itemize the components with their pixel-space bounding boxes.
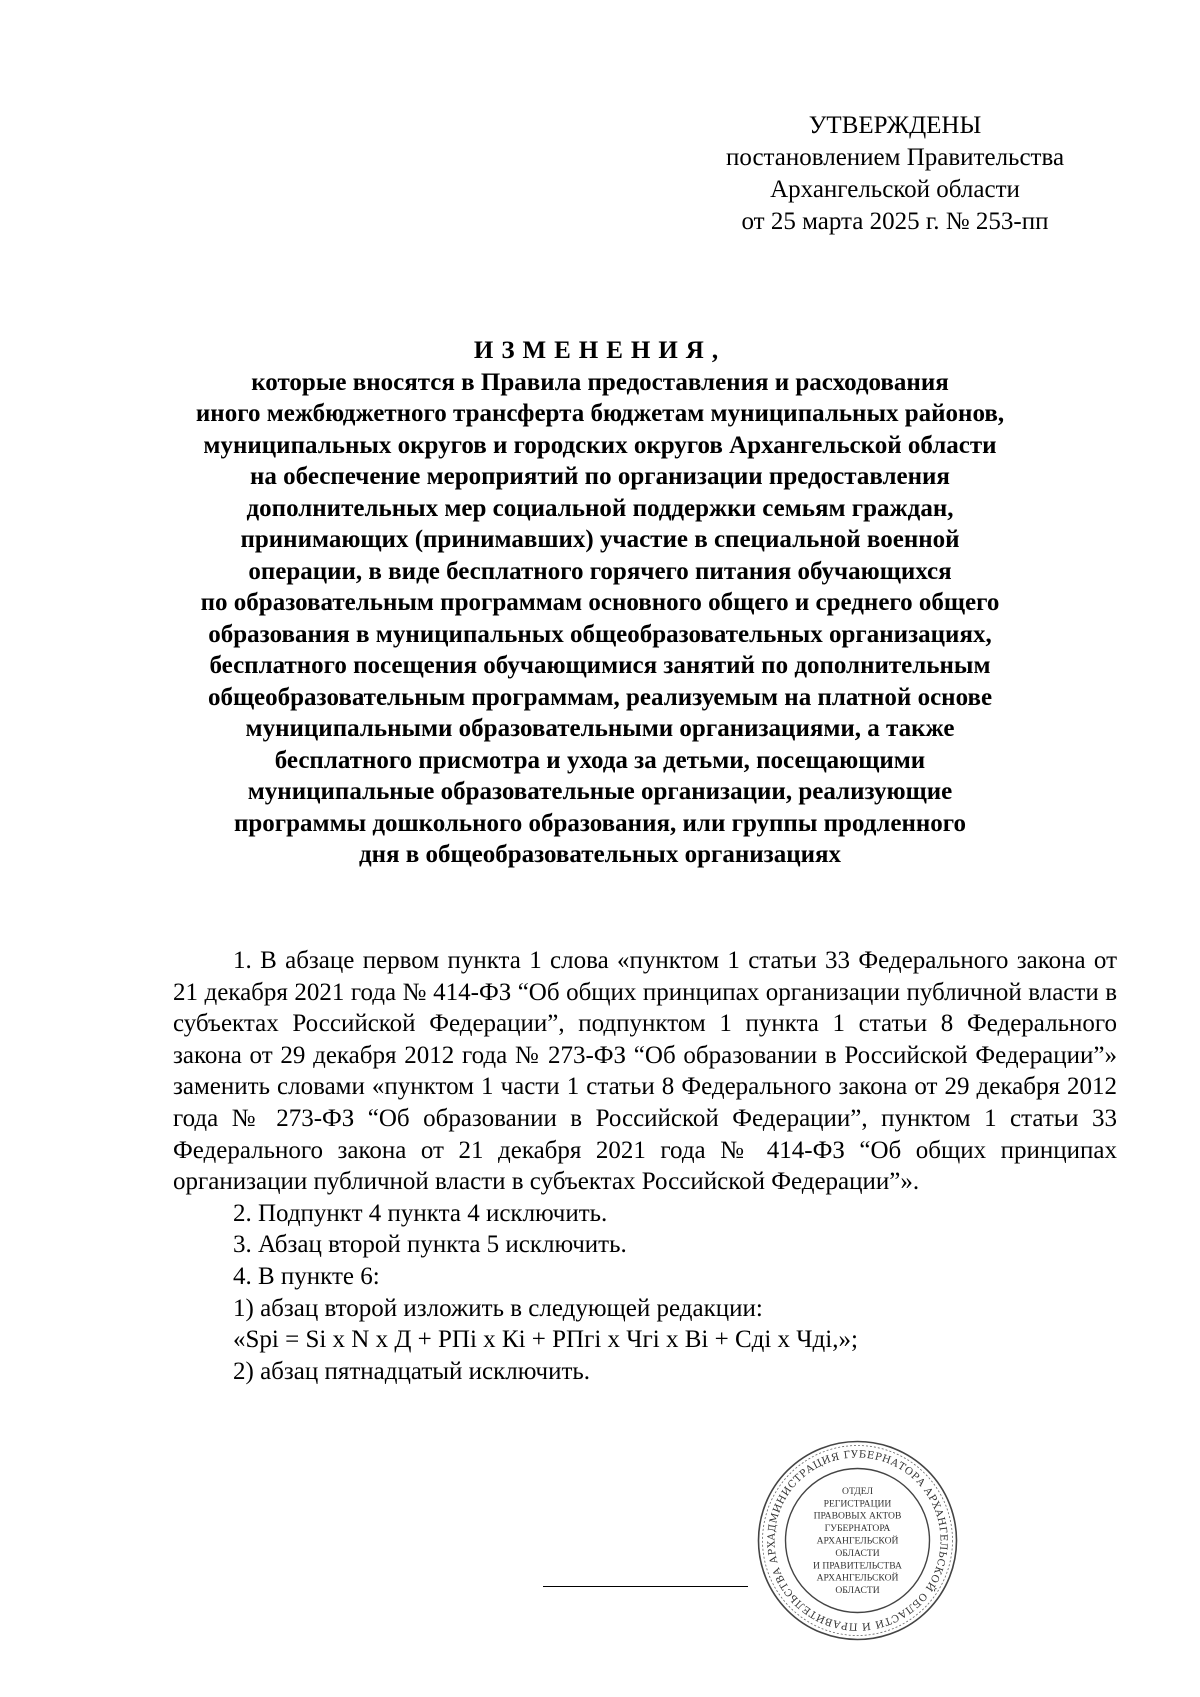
approval-block (695, 110, 1095, 238)
stamp-line: АРХАНГЕЛЬСКОЙ (816, 1535, 899, 1547)
heading-line: операции, в виде бесплатного горячего питания обучающихся (248, 557, 952, 585)
approval-line-1: постановлением Правительства (725, 144, 1065, 171)
heading-line: бесплатного присмотра и ухода за детьми, посещающими (274, 746, 926, 774)
paragraph-1: 1. В абзаце первом пункта 1 слова «пунктом 1 статьи 33 Федерального закона от 21 декабря 2021 года № 414-ФЗ “Об общих принципах организации публичной власти в субъектах Российской Федерации”, подпунктом 1 пункта 1 статьи 8 Федерального закона от 29 декабря 2012 года № 273-ФЗ “Об образовании в Российской Федерации”» заменить словами «пунктом 1 части 1 статьи 8 Федерального закона от 29 декабря 2012 года № 273-ФЗ “Об образовании в Российской Федерации”, пунктом 1 статьи 33 Федерального закона от 21 декабря 2021 года № 414-ФЗ “Об общих принципах организации публичной власти в субъектах Российской Федерации”». (173, 947, 1117, 1196)
heading-line: образования в муниципальных общеобразовательных организациях, (208, 620, 992, 648)
stamp-line: ОБЛАСТИ (835, 1585, 880, 1597)
registration-stamp (755, 1438, 960, 1643)
stamp-line: ПРАВОВЫХ АКТОВ (813, 1510, 902, 1522)
document-heading (150, 335, 1050, 871)
approval-line-2: Архангельской области (770, 176, 1020, 203)
heading-line: которые вносятся в Правила предоставления и расходования (251, 368, 949, 396)
heading-line: муниципальными образовательными организациями, а также (245, 715, 955, 742)
item-2: 2. Подпункт 4 пункта 4 исключить. (233, 1199, 608, 1227)
heading-line: бесплатного посещения обучающимися занятий по дополнительным (209, 652, 991, 679)
approval-line-3: от 25 марта 2025 г. № 253-пп (741, 208, 1049, 235)
heading-line: дня в общеобразовательных организациях (358, 841, 842, 868)
formula: «Spi = Si x N x Д + РПi x Кi + РПгi x Чгi x Вi + Сдi x Чдi,»; (233, 1326, 858, 1354)
stamp-line: ГУБЕРНАТОРА (824, 1523, 891, 1535)
item-3: 3. Абзац второй пункта 5 исключить. (233, 1231, 627, 1259)
stamp-line: ОБЛАСТИ (835, 1547, 880, 1559)
heading-line: иного межбюджетного трансферта бюджетам муниципальных районов, (195, 400, 1005, 427)
heading-line: муниципальных округов и городских округов Архангельской области (203, 431, 997, 459)
heading-line: муниципальные образовательные организации, реализующие (247, 778, 953, 805)
stamp-line: И ПРАВИТЕЛЬСТВА (813, 1560, 902, 1572)
stamp-ring-text: АДМИНИСТРАЦИЯ ГУБЕРНАТОРА АРХАНГЕЛЬСКОЙ ОБЛАСТИ И ПРАВИТЕЛЬСТВА АРХ (766, 1449, 949, 1632)
stamp-line: АРХАНГЕЛЬСКОЙ (816, 1572, 899, 1584)
heading-title: ИЗМЕНЕНИЯ, (473, 337, 727, 364)
heading-line: по образовательным программам основного общего и среднего общего (200, 589, 1000, 616)
stamp-seal-icon (755, 1438, 960, 1643)
stamp-line: ОТДЕЛ (842, 1485, 873, 1497)
heading-line: принимающих (принимавших) участие в специальной военной (240, 526, 960, 553)
document-body (173, 945, 1117, 1387)
approval-title: УТВЕРЖДЕНЫ (808, 112, 982, 139)
stamp-line: РЕГИСТРАЦИИ (823, 1498, 892, 1510)
heading-line: на обеспечение мероприятий по организации предоставления (250, 463, 950, 490)
item-4-subitem-1: 1) абзац второй изложить в следующей редакции: (233, 1294, 763, 1322)
item-4: 4. В пункте 6: (233, 1262, 380, 1290)
item-4-subitem-2: 2) абзац пятнадцатый исключить. (233, 1357, 591, 1385)
signature-line (543, 1586, 748, 1587)
heading-line: дополнительных мер социальной поддержки семьям граждан, (246, 494, 954, 522)
heading-line: программы дошкольного образования, или группы продленного (233, 809, 967, 837)
heading-line: общеобразовательным программам, реализуемым на платной основе (207, 683, 993, 711)
